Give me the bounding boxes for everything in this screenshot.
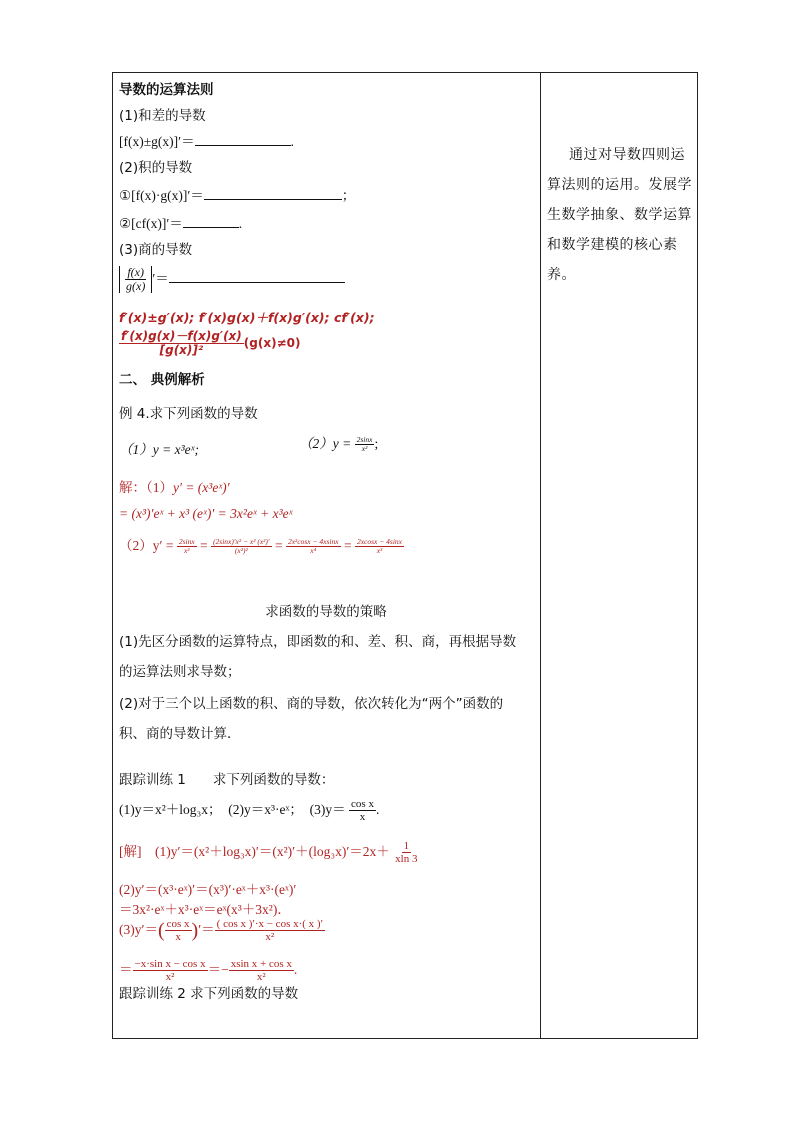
sol2-f4-den: x³ bbox=[376, 546, 383, 556]
sol2-f2-num: (2sinx)′x² − x² (x²)′ bbox=[213, 537, 270, 547]
strategy-title: 求函数的导数的策略 bbox=[265, 604, 387, 620]
p1-solution-c: (3)y′＝( $\frac{\text{cos x}}{x}$ )′＝ $\frac{\text{( cos x )′·x − cos x·( x )′}}{\text{x²}}$ bbox=[119, 918, 323, 944]
strategy-1b: 的运算法则求导数； bbox=[119, 664, 241, 680]
rule2a-formula bbox=[119, 184, 355, 204]
p1-sol-c-den: x bbox=[175, 931, 181, 944]
side-note-text: 通过对导数四则运算法则的运用。发展学生数学抽象、数学运算和数学建模的核心素养。 bbox=[547, 147, 692, 283]
p1-sol-c-num: cos x bbox=[166, 918, 190, 931]
p1-sol-c-mid-den: x² bbox=[265, 931, 275, 944]
p1-sol-a-num: 1 bbox=[403, 840, 410, 853]
p1-sol-a-text: [解] (1)y′＝(x²＋log₃x)′＝(x²)′＋(log₃x)′＝2x＋ bbox=[119, 844, 390, 859]
solution-part1a bbox=[119, 476, 230, 496]
p1-solution-b2: ＝3x²·eˣ＋x³·eˣ＝eˣ(x³＋3x²)． bbox=[119, 902, 291, 917]
rule2b-blank bbox=[183, 215, 239, 228]
solution-label: 解：（1） bbox=[119, 480, 173, 495]
side-note bbox=[547, 140, 693, 290]
sol2-f3-num: 2x²cosx − 4xsinx bbox=[287, 537, 339, 547]
rule2b-lhs: ②[cf(x)]′＝ bbox=[119, 216, 183, 231]
rule3-bracket bbox=[119, 266, 152, 293]
answer-q-den: [g(x)]² bbox=[159, 343, 204, 358]
ex4-p2-pre: （2）y = bbox=[299, 436, 352, 451]
answer-quotient bbox=[119, 330, 300, 357]
practice2-title: 跟踪训练 2 求下列函数的导数 bbox=[119, 986, 299, 1002]
p1-sol-d-den1: x² bbox=[165, 971, 175, 984]
rule2a-lhs: ①[f(x)·g(x)]′＝ bbox=[119, 188, 204, 203]
p1-end: . bbox=[375, 802, 380, 817]
sol2-f2-den: (x²)² bbox=[234, 546, 248, 556]
answer-q-num: f′(x)g(x)－f(x)g′(x) bbox=[121, 329, 242, 343]
p1-sol-d-num1: −x·sin x − cos x bbox=[134, 958, 206, 971]
strategy-2a: (2)对于三个以上函数的积、商的导数，依次转化为“两个”函数的 bbox=[119, 696, 504, 712]
rule3-label: (3)商的导数 bbox=[119, 242, 193, 258]
p1-sol-d-den2: x² bbox=[256, 971, 266, 984]
rule1-label: (1)和差的导数 bbox=[119, 108, 206, 124]
solution-part2: （2）y′ = $\frac{2\sin x}{\text{x²}}$ = $\frac{\text{(2sinx)′x² − x² (x²)′}}{\text{(x²)²}}$ = $\frac{\text{2x²cosx − 4xsinx}}{\text{x⁴}}$ = $\frac{2xcosx - 4\sin x}{\text{x³}}$ bbox=[119, 537, 403, 556]
ex4-part2 bbox=[299, 432, 378, 454]
rule1-formula bbox=[119, 130, 294, 150]
rule2b-formula bbox=[119, 212, 242, 232]
section-title: 导数的运算法则 bbox=[119, 82, 214, 98]
rule2-label: (2)积的导数 bbox=[119, 160, 193, 176]
sol2-f3-den: x⁴ bbox=[310, 546, 317, 556]
ex4-part1: （1）y = x³eˣ; bbox=[119, 442, 199, 457]
answer-line: f′(x)±g′(x); f′(x)g(x)＋f(x)g′(x); cf′(x); bbox=[119, 310, 375, 325]
practice1-title: 跟踪训练 1 求下列函数的导数： bbox=[119, 772, 335, 788]
answer-q-cond: (g(x)≠0) bbox=[243, 336, 301, 351]
p1-q3-num: cos x bbox=[351, 798, 374, 811]
strategy-1a: (1)先区分函数的运算特点，即函数的和、差、积、商，再根据导数 bbox=[119, 634, 517, 650]
ex4-p2-num: 2sinx bbox=[356, 435, 373, 445]
p1-solution-a bbox=[119, 840, 419, 866]
rule3-eq: ′＝ bbox=[152, 270, 169, 286]
sol2-f1-num: 2sinx bbox=[178, 537, 195, 547]
sol2-pre: （2）y′ = bbox=[119, 538, 174, 553]
rule3-den: g(x) bbox=[126, 279, 146, 294]
rule3-num: f(x) bbox=[127, 265, 144, 279]
rule1-lhs: [f(x)±g(x)]′＝ bbox=[119, 134, 195, 149]
strategy-2b: 积、商的导数计算． bbox=[119, 726, 241, 742]
p1-sol-d-num2: xsin x + cos x bbox=[230, 958, 292, 971]
practice1-items-text: (1)y＝x²＋log₃x； (2)y＝x³·eˣ； (3)y＝ bbox=[119, 802, 346, 817]
example4-title: 例 4.求下列函数的导数 bbox=[119, 406, 258, 422]
practice1-items bbox=[119, 798, 379, 824]
p1-q3-den: x bbox=[359, 811, 366, 824]
sol2-f4-num: 2xcosx − 4sinx bbox=[356, 537, 403, 547]
rule3-blank bbox=[169, 270, 345, 283]
sol2-f1-den: x² bbox=[183, 546, 190, 556]
ex4-p2-end: ; bbox=[374, 436, 379, 451]
p1-solution-b1: (2)y′＝(x³·eˣ)′＝(x³)′·eˣ＋x³·(eˣ)′ bbox=[119, 882, 297, 897]
p1-sol-c-pre: (3)y′＝ bbox=[119, 922, 158, 937]
rule2b-end: . bbox=[238, 216, 243, 231]
solution-1a: y′ = (x³eˣ)′ bbox=[173, 480, 230, 495]
column-divider bbox=[540, 72, 541, 1039]
rule3-formula bbox=[119, 266, 345, 293]
section2-title: 二、 典例解析 bbox=[119, 372, 205, 388]
rule1-end: . bbox=[290, 134, 294, 149]
p1-solution-d: ＝ $\frac{\text{−x·sin x − cos x}}{\text{x²}}$ ＝− $\frac{\text{xsin x + cos x}}{\text{x²}}$ . bbox=[119, 958, 298, 984]
solution-part1b: = (x³)′eˣ + x³ (eˣ)′ = 3x²eˣ + x³eˣ bbox=[119, 506, 293, 521]
rule2a-blank bbox=[204, 187, 342, 200]
p1-sol-a-den: xln 3 bbox=[395, 853, 418, 866]
ex4-p2-den: x² bbox=[361, 444, 368, 454]
rule1-blank bbox=[195, 133, 291, 146]
rule2a-end: ； bbox=[341, 188, 356, 203]
p1-sol-c-mid-num: ( cos x )′·x − cos x·( x )′ bbox=[216, 918, 323, 931]
